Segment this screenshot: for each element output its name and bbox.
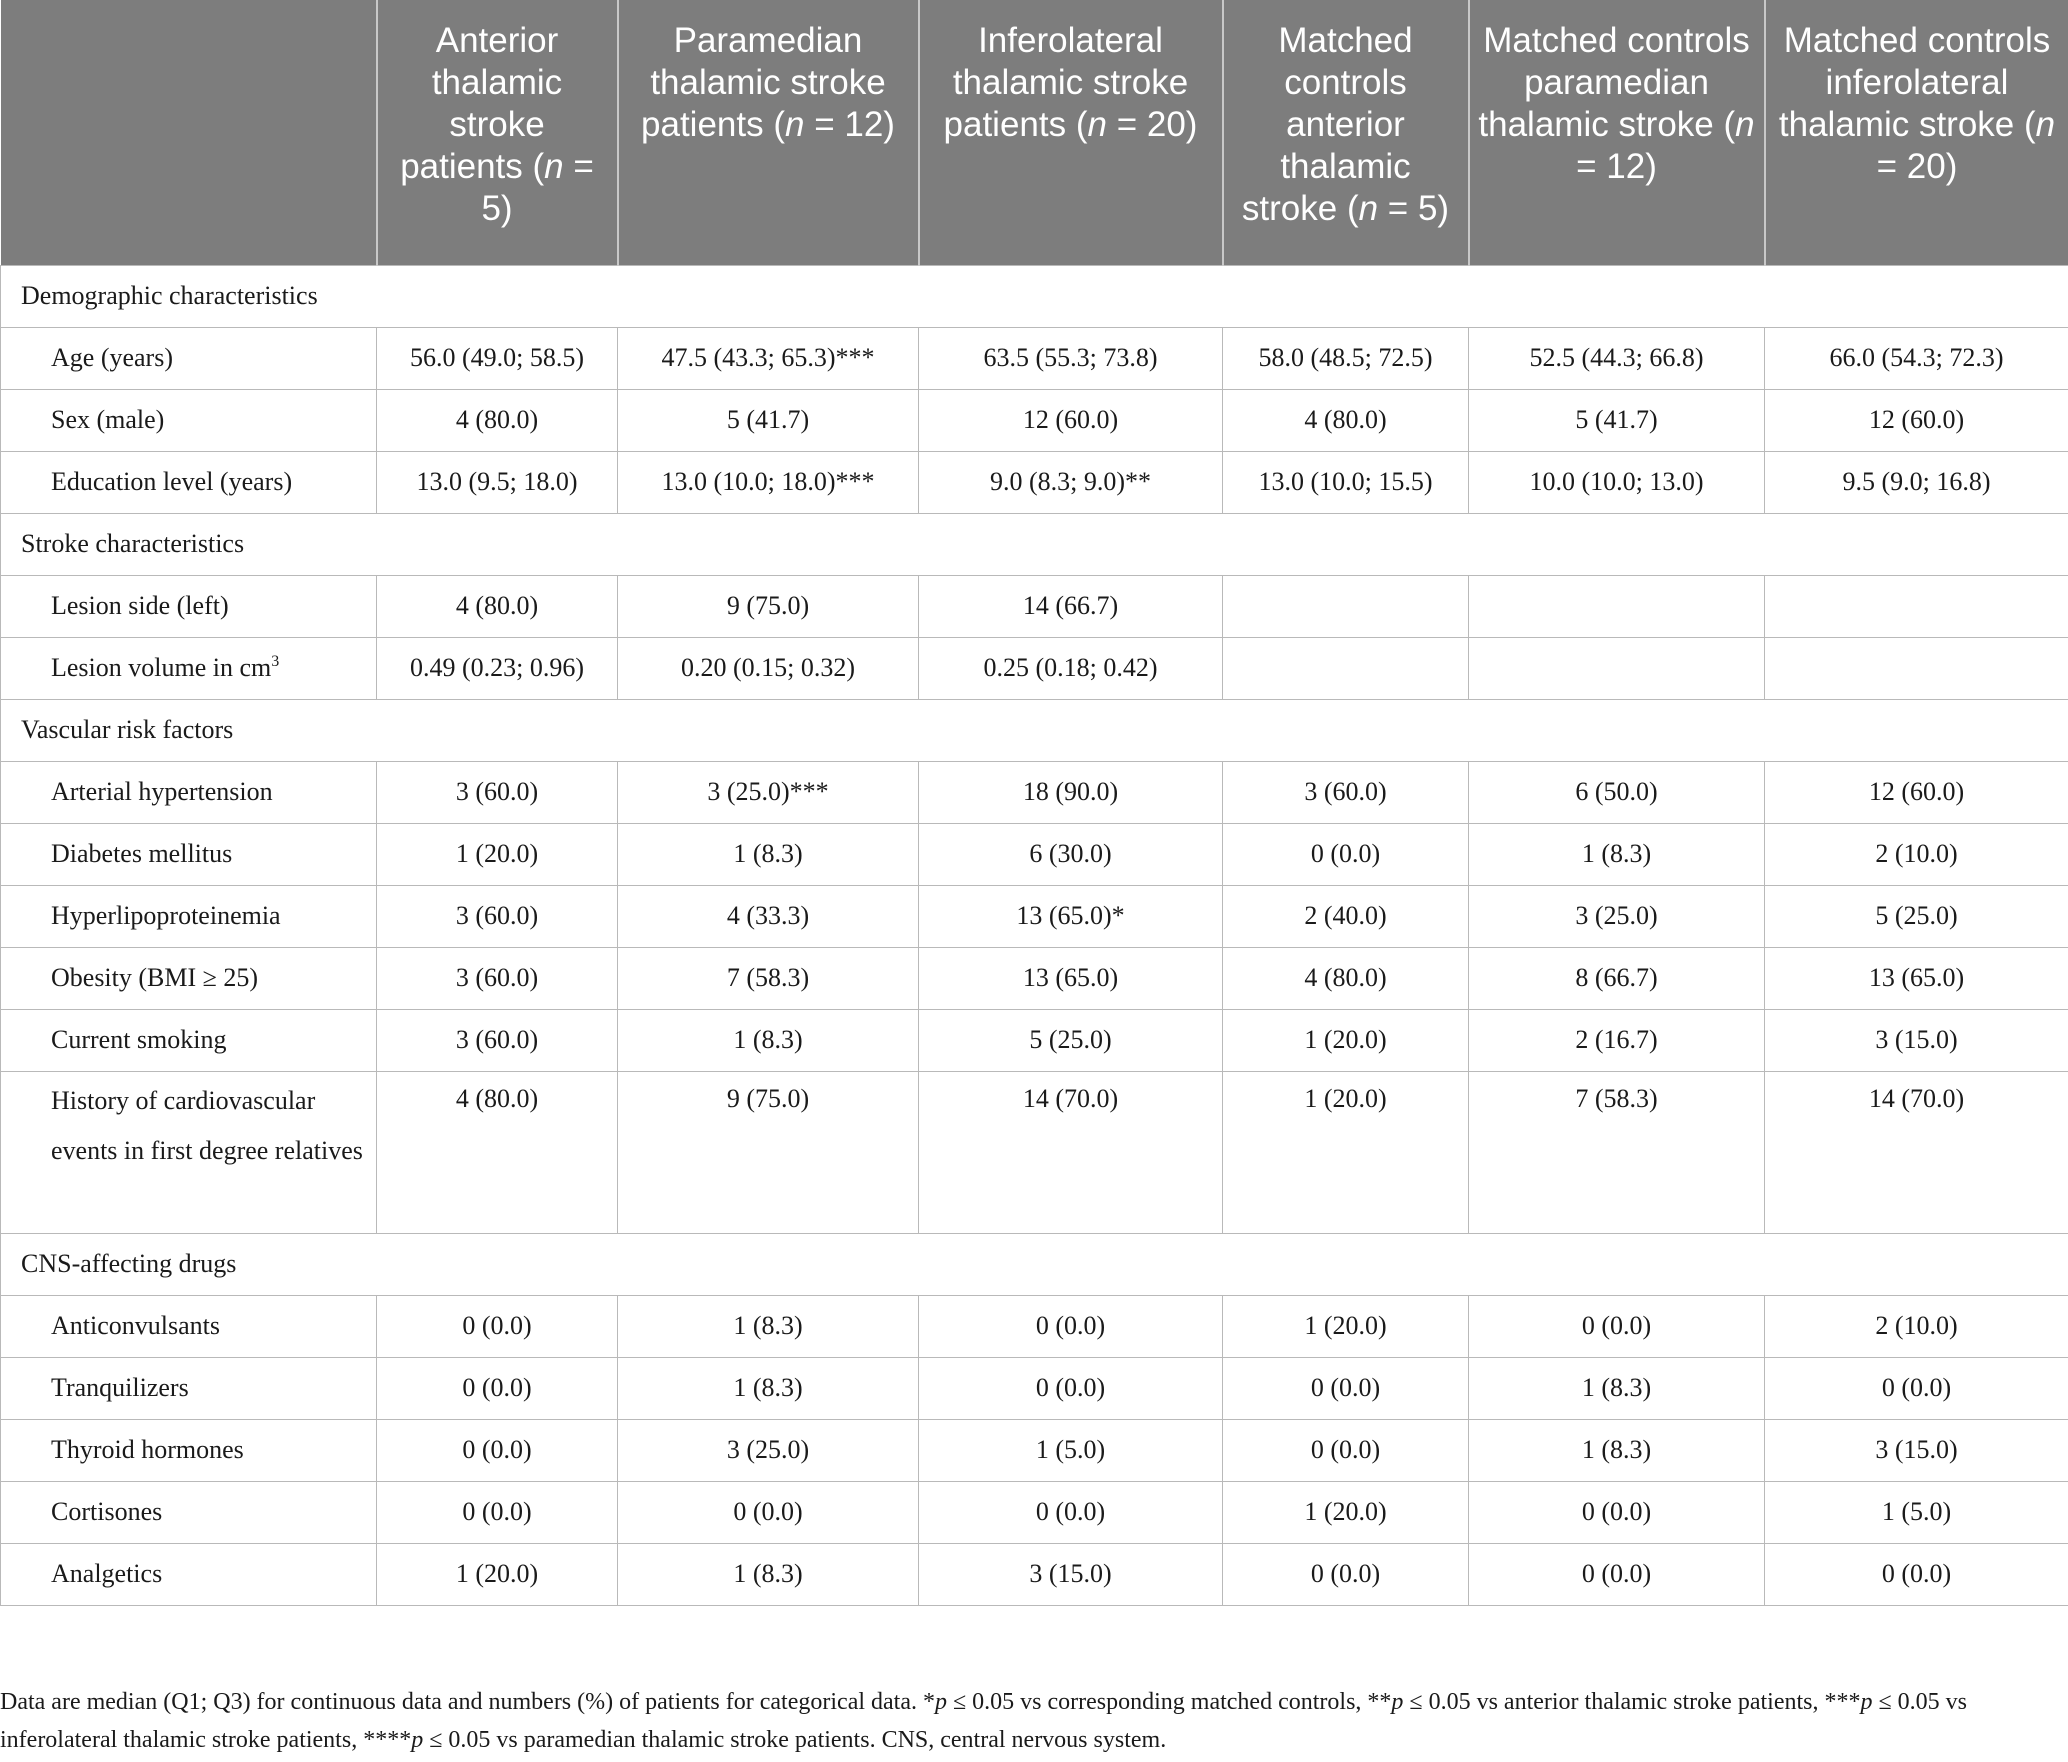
table-cell: 9.0 (8.3; 9.0)** — [919, 451, 1223, 513]
row-label: Analgetics — [1, 1543, 377, 1605]
table-cell: 3 (60.0) — [377, 885, 618, 947]
table-cell: 3 (25.0) — [1469, 885, 1765, 947]
table-cell: 9.5 (9.0; 16.8) — [1765, 451, 2068, 513]
row-label: Cortisones — [1, 1481, 377, 1543]
table-cell: 1 (8.3) — [1469, 1419, 1765, 1481]
row-label: Tranquilizers — [1, 1357, 377, 1419]
table-cell: 0 (0.0) — [919, 1295, 1223, 1357]
table-cell: 0 (0.0) — [1223, 1419, 1469, 1481]
table-cell: 12 (60.0) — [1765, 761, 2068, 823]
table-cell: 7 (58.3) — [618, 947, 919, 1009]
row-label: Lesion side (left) — [1, 575, 377, 637]
row-label: Hyperlipoproteinemia — [1, 885, 377, 947]
section-row — [1, 699, 2068, 761]
table-cell: 4 (80.0) — [377, 389, 618, 451]
table-cell: 0 (0.0) — [1223, 1543, 1469, 1605]
table-cell: 4 (80.0) — [377, 1071, 618, 1233]
row-label: Obesity (BMI ≥ 25) — [1, 947, 377, 1009]
table-cell: 4 (80.0) — [1223, 389, 1469, 451]
table-cell: 2 (40.0) — [1223, 885, 1469, 947]
section-row — [1, 265, 2068, 327]
table-cell: 0.49 (0.23; 0.96) — [377, 637, 618, 699]
header-cell: Matched controls paramedian thalamic stroke (n = 12) — [1469, 0, 1765, 265]
row-label: Arterial hypertension — [1, 761, 377, 823]
table-cell: 58.0 (48.5; 72.5) — [1223, 327, 1469, 389]
row-label: Thyroid hormones — [1, 1419, 377, 1481]
table-cell — [1765, 637, 2068, 699]
table-cell: 0 (0.0) — [1469, 1295, 1765, 1357]
table-cell: 3 (60.0) — [1223, 761, 1469, 823]
header-cell: Matched controls anterior thalamic stroke (n = 5) — [1223, 0, 1469, 265]
table-cell: 13 (65.0) — [919, 947, 1223, 1009]
section-row — [1, 1233, 2068, 1295]
header-cell: Paramedian thalamic stroke patients (n = 12) — [618, 0, 919, 265]
table-row — [1, 575, 2068, 637]
table-cell: 3 (15.0) — [1765, 1419, 2068, 1481]
table-cell: 1 (8.3) — [618, 1009, 919, 1071]
table-cell: 2 (10.0) — [1765, 1295, 2068, 1357]
table-cell: 1 (8.3) — [618, 1543, 919, 1605]
section-heading: Vascular risk factors — [1, 699, 2068, 761]
table-row — [1, 823, 2068, 885]
table-cell: 0 (0.0) — [377, 1357, 618, 1419]
table-cell — [1223, 575, 1469, 637]
table-cell: 7 (58.3) — [1469, 1071, 1765, 1233]
table-row — [1, 885, 2068, 947]
table-cell: 8 (66.7) — [1469, 947, 1765, 1009]
table-cell: 18 (90.0) — [919, 761, 1223, 823]
table-cell: 0 (0.0) — [377, 1419, 618, 1481]
table-cell: 3 (60.0) — [377, 761, 618, 823]
table-cell: 4 (33.3) — [618, 885, 919, 947]
row-label: Diabetes mellitus — [1, 823, 377, 885]
table-cell: 0 (0.0) — [618, 1481, 919, 1543]
section-row — [1, 513, 2068, 575]
table-cell: 5 (41.7) — [1469, 389, 1765, 451]
row-label: Lesion volume in $cm^3$ — [1, 637, 377, 699]
table-cell: 3 (25.0) — [618, 1419, 919, 1481]
table-cell: 1 (20.0) — [377, 1543, 618, 1605]
table-row — [1, 1419, 2068, 1481]
table-cell: 1 (8.3) — [618, 1357, 919, 1419]
table-cell: 1 (5.0) — [1765, 1481, 2068, 1543]
table-cell: 66.0 (54.3; 72.3) — [1765, 327, 2068, 389]
table-cell: 0 (0.0) — [1765, 1543, 2068, 1605]
table-cell: 3 (60.0) — [377, 1009, 618, 1071]
table-cell: 13.0 (10.0; 18.0)*** — [618, 451, 919, 513]
table-cell: 12 (60.0) — [1765, 389, 2068, 451]
table-cell: 0 (0.0) — [1223, 823, 1469, 885]
table-row — [1, 1295, 2068, 1357]
table-cell: 9 (75.0) — [618, 575, 919, 637]
table-cell — [1223, 637, 1469, 699]
header-cell: Inferolateral thalamic stroke patients (n = 20) — [919, 0, 1223, 265]
table-cell: 5 (25.0) — [919, 1009, 1223, 1071]
table-cell: 0 (0.0) — [1469, 1481, 1765, 1543]
table-cell: 56.0 (49.0; 58.5) — [377, 327, 618, 389]
table-cell: 14 (66.7) — [919, 575, 1223, 637]
table-cell: 0 (0.0) — [919, 1481, 1223, 1543]
table-cell: 1 (8.3) — [618, 823, 919, 885]
table-cell: 52.5 (44.3; 66.8) — [1469, 327, 1765, 389]
table-cell — [1469, 575, 1765, 637]
row-label: History of cardiovascular events in first degree relatives — [1, 1071, 377, 1233]
table-cell: 1 (5.0) — [919, 1419, 1223, 1481]
table-row — [1, 637, 2068, 699]
table-cell: 14 (70.0) — [919, 1071, 1223, 1233]
table-cell: 5 (25.0) — [1765, 885, 2068, 947]
header-row — [1, 0, 2068, 265]
table-cell: 3 (25.0)*** — [618, 761, 919, 823]
table-cell: 1 (20.0) — [1223, 1295, 1469, 1357]
table-cell: 1 (20.0) — [1223, 1481, 1469, 1543]
row-label: Current smoking — [1, 1009, 377, 1071]
table-cell: 3 (15.0) — [1765, 1009, 2068, 1071]
table-cell: 13.0 (10.0; 15.5) — [1223, 451, 1469, 513]
table-cell: 1 (8.3) — [618, 1295, 919, 1357]
table-cell: 3 (60.0) — [377, 947, 618, 1009]
table-cell: 2 (16.7) — [1469, 1009, 1765, 1071]
table-cell: 12 (60.0) — [919, 389, 1223, 451]
table-row — [1, 1481, 2068, 1543]
table-cell: 10.0 (10.0; 13.0) — [1469, 451, 1765, 513]
row-label: Education level (years) — [1, 451, 377, 513]
table-cell — [1469, 637, 1765, 699]
table-row — [1, 761, 2068, 823]
table-cell — [1765, 575, 2068, 637]
section-heading: Stroke characteristics — [1, 513, 2068, 575]
table-cell: 6 (30.0) — [919, 823, 1223, 885]
table-row — [1, 451, 2068, 513]
table-cell: 13 (65.0)* — [919, 885, 1223, 947]
table-cell: 1 (20.0) — [1223, 1071, 1469, 1233]
table-body — [1, 265, 2068, 1605]
table-cell: 1 (8.3) — [1469, 823, 1765, 885]
header-cell: Matched controls inferolateral thalamic stroke (n = 20) — [1765, 0, 2068, 265]
table-cell: 4 (80.0) — [1223, 947, 1469, 1009]
header-cell-empty — [1, 0, 377, 265]
table-row — [1, 1357, 2068, 1419]
section-heading: CNS-affecting drugs — [1, 1233, 2068, 1295]
table-cell: 0 (0.0) — [377, 1295, 618, 1357]
table-cell: 0 (0.0) — [919, 1357, 1223, 1419]
table-footnote: Data are median (Q1; Q3) for continuous data and numbers (%) of patients for categorical data. *p ≤ 0.05 vs corresponding matched controls, **p ≤ 0.05 vs anterior thalamic stroke patients, ***p ≤ 0.05 vs inferolateral thalamic stroke patients, ****p ≤ 0.05 vs paramedian thalamic stroke patients. CNS, central nervous system. — [0, 1689, 1967, 1753]
table-cell: 0.20 (0.15; 0.32) — [618, 637, 919, 699]
row-label: Anticonvulsants — [1, 1295, 377, 1357]
table-cell: 6 (50.0) — [1469, 761, 1765, 823]
table-cell: 1 (20.0) — [377, 823, 618, 885]
table-cell: 63.5 (55.3; 73.8) — [919, 327, 1223, 389]
table-row — [1, 1543, 2068, 1605]
table-row — [1, 327, 2068, 389]
section-heading: Demographic characteristics — [1, 265, 2068, 327]
header-cell: Anterior thalamic stroke patients (n = 5) — [377, 0, 618, 265]
table-cell: 0 (0.0) — [377, 1481, 618, 1543]
table-row — [1, 1071, 2068, 1233]
table-cell: 13 (65.0) — [1765, 947, 2068, 1009]
table-cell: 1 (8.3) — [1469, 1357, 1765, 1419]
table-cell: 2 (10.0) — [1765, 823, 2068, 885]
table-row — [1, 947, 2068, 1009]
row-label: Sex (male) — [1, 389, 377, 451]
table-cell: 14 (70.0) — [1765, 1071, 2068, 1233]
table-cell: 3 (15.0) — [919, 1543, 1223, 1605]
table-cell: 0 (0.0) — [1223, 1357, 1469, 1419]
table-cell: 9 (75.0) — [618, 1071, 919, 1233]
table-cell: 1 (20.0) — [1223, 1009, 1469, 1071]
table-cell: 13.0 (9.5; 18.0) — [377, 451, 618, 513]
table-cell: 5 (41.7) — [618, 389, 919, 451]
table-cell: 0.25 (0.18; 0.42) — [919, 637, 1223, 699]
table-cell: 4 (80.0) — [377, 575, 618, 637]
table-cell: 0 (0.0) — [1469, 1543, 1765, 1605]
table-row — [1, 1009, 2068, 1071]
row-label: Age (years) — [1, 327, 377, 389]
table-row — [1, 389, 2068, 451]
table-cell: 0 (0.0) — [1765, 1357, 2068, 1419]
table-cell: 47.5 (43.3; 65.3)*** — [618, 327, 919, 389]
